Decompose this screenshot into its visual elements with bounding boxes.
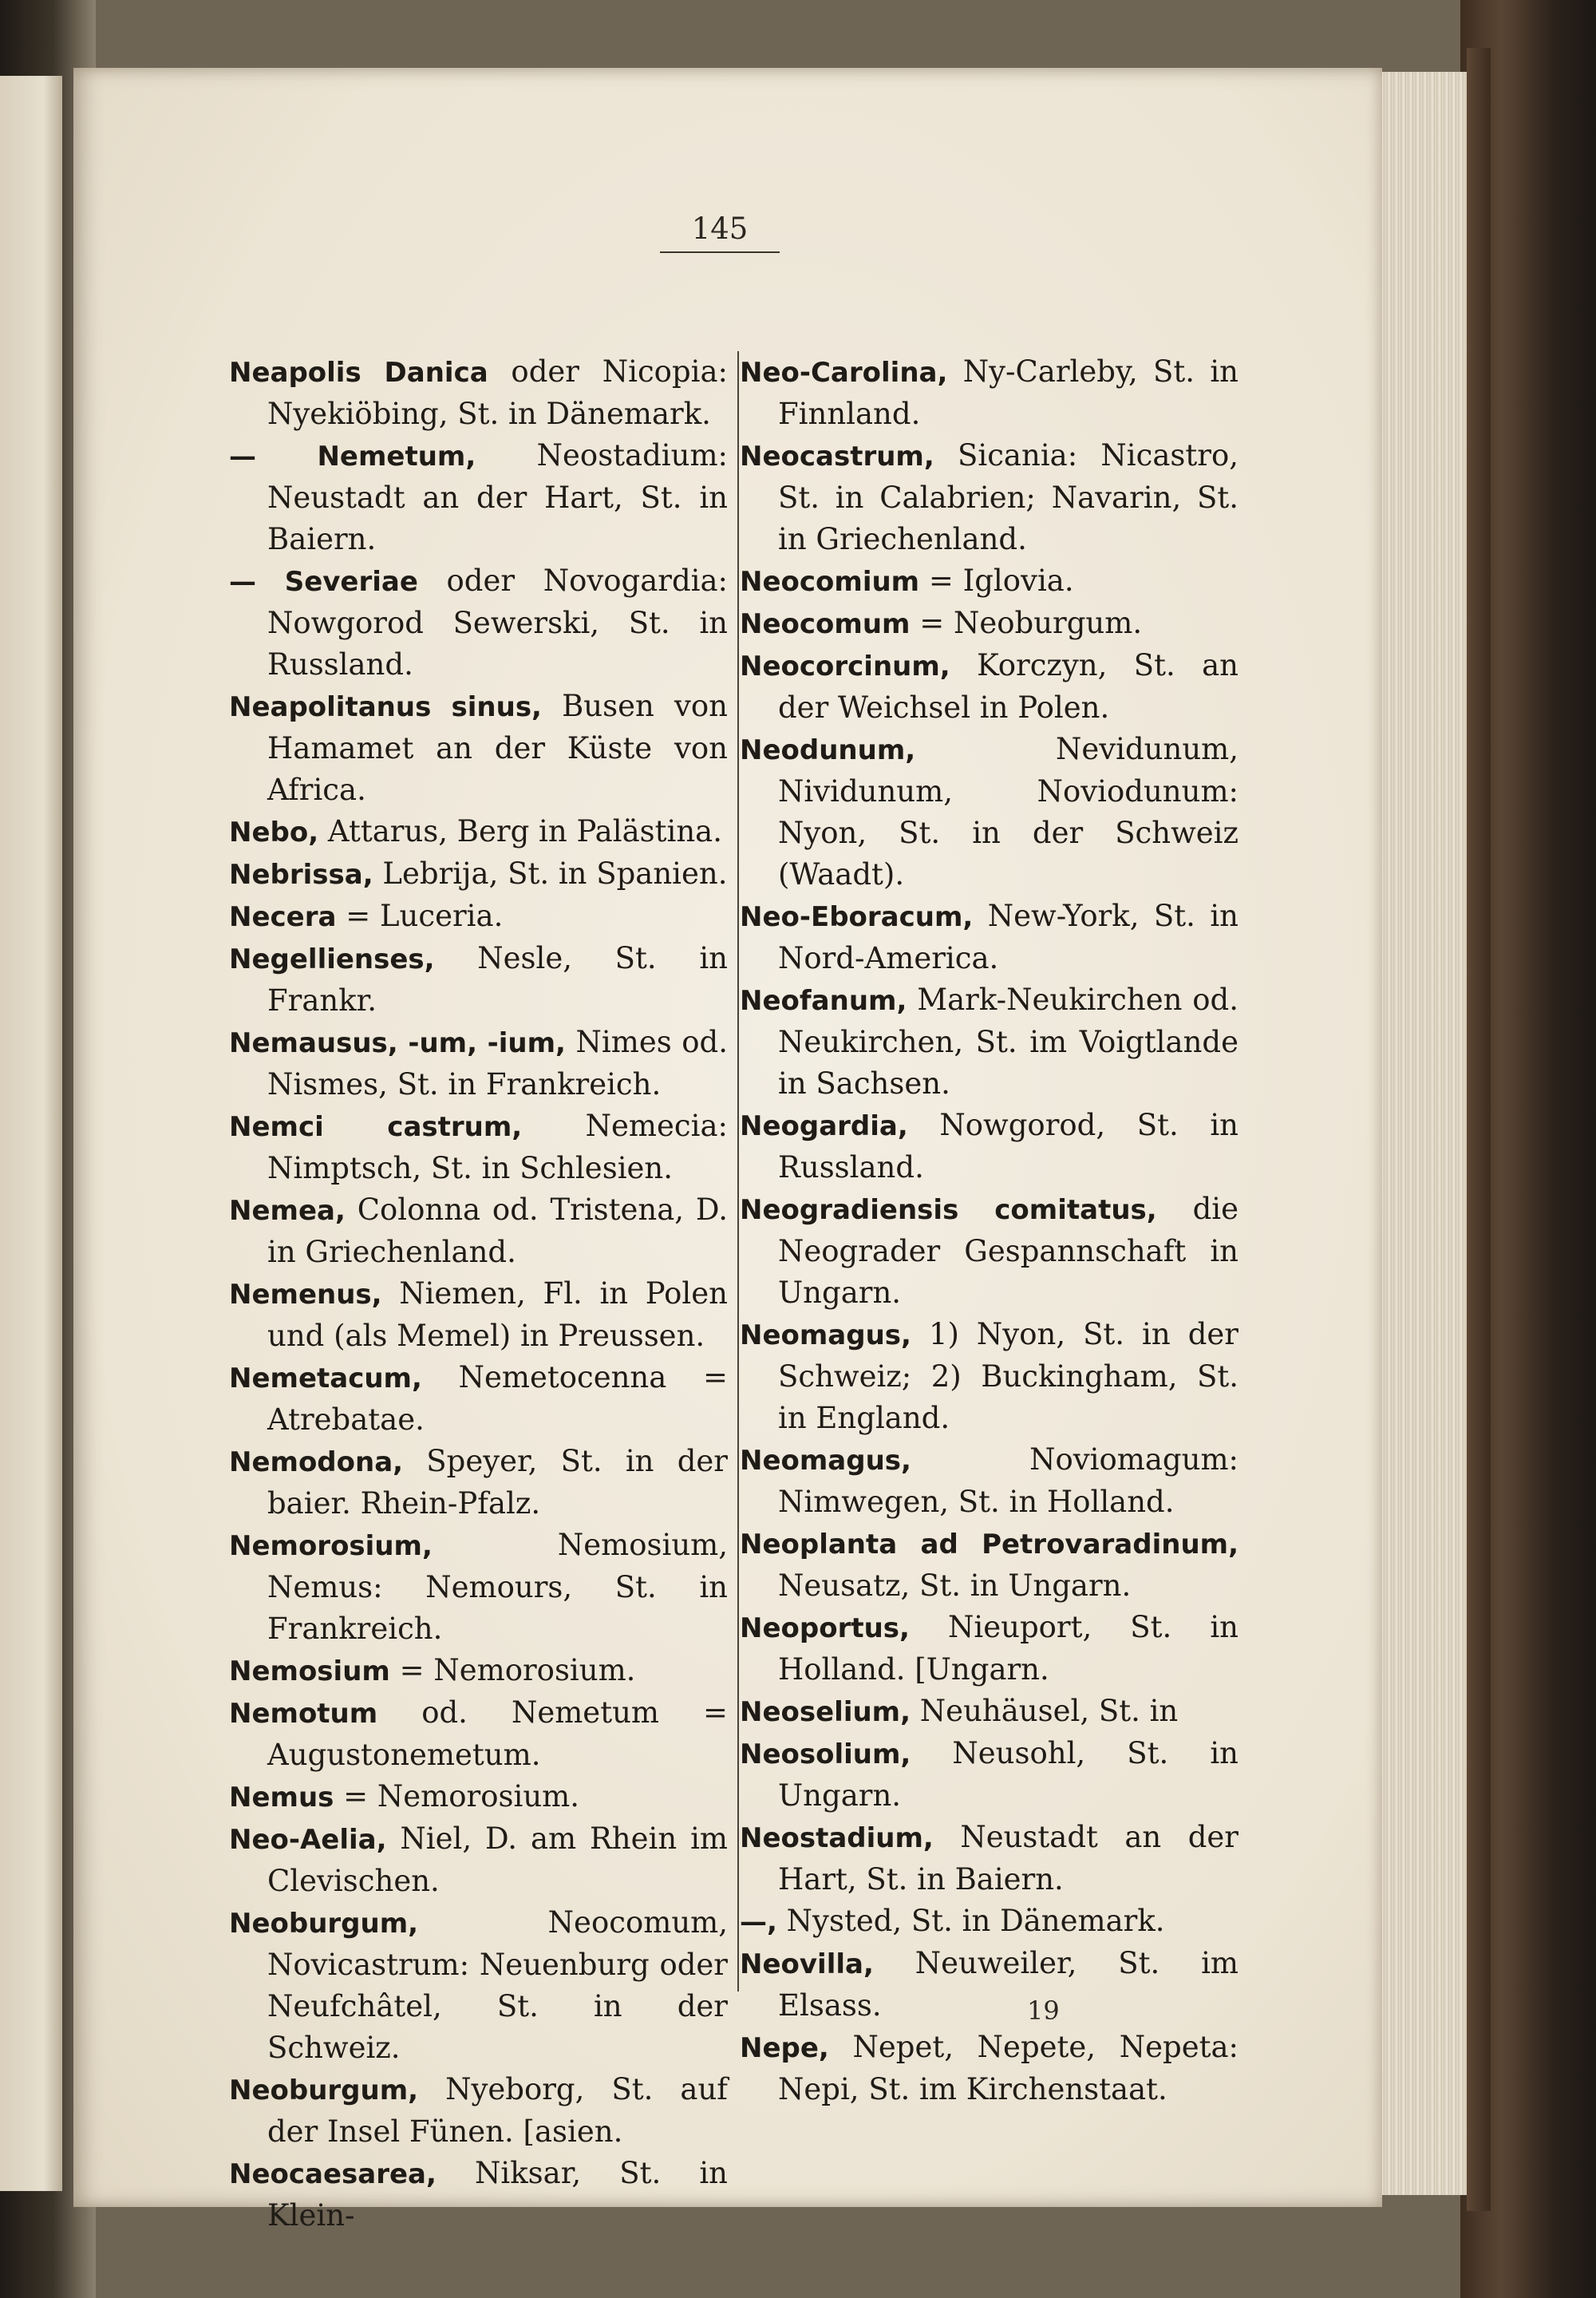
entry-definition: Mark-Neukirchen od. Neukirchen, St. im Voigtlande in Sachsen. xyxy=(778,983,1238,1101)
entry-definition: Nemetocenna = Atrebatae. xyxy=(267,1360,728,1437)
entry-definition: Nemecia: Nimptsch, St. in Schlesien. xyxy=(267,1109,728,1185)
entry-headword: Neostadium, xyxy=(740,1822,934,1854)
entry-definition: die Neograder Gespannschaft in Ungarn. xyxy=(778,1192,1238,1310)
dictionary-entry xyxy=(229,1273,728,1357)
dictionary-entry xyxy=(229,1776,728,1818)
entry-definition: Nevidunum, Nividunum, Noviodunum: Nyon, St. in der Schweiz (Waadt). xyxy=(778,732,1238,892)
book-page xyxy=(73,68,1382,2233)
entry-definition: Niel, D. am Rhein im Clevischen. xyxy=(267,1821,728,1898)
entry-headword: Neocomium xyxy=(740,566,920,598)
entry-definition: Ny-Carleby, St. in Finnland. xyxy=(778,354,1238,431)
dictionary-entry xyxy=(229,1902,728,2069)
dictionary-entry xyxy=(229,2153,728,2237)
entry-headword: Nemodona, xyxy=(229,1446,404,1478)
entry-definition: Sicania: Nicastro, St. in Calabrien; Navarin, St. in Griechenland. xyxy=(778,438,1238,556)
dictionary-entry xyxy=(229,1105,728,1189)
entry-headword: Neogradiensis comitatus, xyxy=(740,1194,1157,1226)
previous-page-edge xyxy=(0,76,62,2191)
entry-headword: Neomagus, xyxy=(740,1445,911,1477)
entry-headword: Nemus xyxy=(229,1782,334,1813)
left-column xyxy=(229,351,728,2237)
entry-headword: Neovilla, xyxy=(740,1948,874,1980)
entry-headword: Neo-Aelia, xyxy=(229,1824,387,1856)
dictionary-entry xyxy=(740,979,1238,1105)
dictionary-entry xyxy=(740,1691,1238,1733)
entry-definition: = Nemorosium. xyxy=(334,1779,580,1813)
entry-headword: Neogardia, xyxy=(740,1110,908,1142)
entry-headword: —, xyxy=(740,1906,777,1938)
dictionary-entry xyxy=(740,896,1238,979)
dictionary-entry xyxy=(229,1357,728,1441)
dictionary-entry xyxy=(740,560,1238,603)
dictionary-entry xyxy=(229,560,728,686)
dictionary-entry xyxy=(229,1022,728,1105)
dictionary-entry xyxy=(229,853,728,896)
entry-headword: Neoportus, xyxy=(740,1612,910,1644)
entry-headword: Nepe, xyxy=(740,2032,829,2064)
entry-definition: Nysted, St. in Dänemark. xyxy=(776,1904,1165,1938)
entry-headword: Neodunum, xyxy=(740,734,916,766)
entry-definition: = Luceria. xyxy=(336,899,504,933)
entry-definition: Neuweiler, St. im Elsass. xyxy=(778,1946,1238,2023)
entry-headword: Neocomum xyxy=(740,608,911,640)
entry-headword: Nebo, xyxy=(229,817,319,848)
dictionary-entry xyxy=(740,1733,1238,1817)
dictionary-entry xyxy=(740,729,1238,896)
entry-definition: = Nemorosium. xyxy=(389,1653,636,1687)
dictionary-entry xyxy=(740,603,1238,645)
entry-definition: Attarus, Berg in Palästina. xyxy=(318,814,722,848)
entry-headword: Neapolis Danica xyxy=(229,357,488,389)
dictionary-entry xyxy=(229,351,728,435)
dictionary-entry xyxy=(740,2027,1238,2110)
entry-definition: Lebrija, St. in Spanien. xyxy=(373,856,728,891)
entry-definition: Niemen, Fl. in Polen und (als Memel) in Preussen. xyxy=(267,1276,728,1353)
dictionary-entry xyxy=(229,686,728,811)
entry-headword: Neocastrum, xyxy=(740,441,934,473)
signature-mark: 19 xyxy=(1027,1995,1060,2026)
entry-definition: Speyer, St. in der baier. Rhein-Pfalz. xyxy=(267,1444,728,1521)
entry-headword: Nemausus, -um, -ium, xyxy=(229,1027,566,1059)
entry-headword: Neoburgum, xyxy=(229,2075,419,2106)
entry-headword: Nemea, xyxy=(229,1195,346,1227)
dictionary-entry xyxy=(229,1441,728,1525)
dictionary-entry xyxy=(229,1650,728,1692)
entry-definition: = Neoburgum. xyxy=(910,606,1143,640)
entry-definition: New-York, St. in Nord-America. xyxy=(778,899,1238,975)
dictionary-entry xyxy=(229,1818,728,1902)
entry-headword: Nebrissa, xyxy=(229,859,373,891)
entry-headword: Nemosium xyxy=(229,1655,390,1687)
dictionary-entry xyxy=(740,1105,1238,1189)
entry-headword: Nemorosium, xyxy=(229,1530,433,1562)
entry-headword: Neomagus, xyxy=(740,1319,911,1351)
entry-headword: — Severiae xyxy=(229,566,418,598)
entry-definition: Nowgorod, St. in Russland. xyxy=(778,1108,1238,1185)
dictionary-entry xyxy=(229,2069,728,2153)
dictionary-entry xyxy=(740,1189,1238,1314)
entry-headword: Neo-Carolina, xyxy=(740,357,948,389)
header-rule xyxy=(660,251,780,253)
dictionary-entry xyxy=(740,351,1238,435)
dictionary-entry xyxy=(229,1525,728,1650)
entry-definition: Nimes od. Nismes, St. in Frankreich. xyxy=(267,1025,728,1102)
dictionary-entry xyxy=(740,1439,1238,1523)
entry-definition: Neocomum, Novicastrum: Neuenburg oder Neufchâtel, St. in der Schweiz. xyxy=(267,1905,728,2065)
entry-definition: Nepet, Nepete, Nepeta: Nepi, St. im Kirchenstaat. xyxy=(778,2030,1238,2106)
entry-definition: Neusatz, St. in Ungarn. xyxy=(778,1568,1132,1603)
entry-definition: Colonna od. Tristena, D. in Griechenland. xyxy=(267,1193,728,1269)
entry-headword: Neapolitanus sinus, xyxy=(229,691,542,723)
dictionary-entry xyxy=(740,1817,1238,1900)
entry-definition: Niksar, St. in Klein- xyxy=(267,2156,728,2233)
dictionary-entry xyxy=(229,896,728,938)
entry-headword: Nemotum xyxy=(229,1698,378,1730)
dictionary-entry xyxy=(229,435,728,560)
entry-definition: oder Nicopia: Nyekiöbing, St. in Dänemark. xyxy=(267,354,728,431)
entry-definition: Neusohl, St. in Ungarn. xyxy=(778,1736,1238,1813)
entry-headword: Neoburgum, xyxy=(229,1908,419,1940)
entry-headword: — Nemetum, xyxy=(229,441,476,473)
entry-headword: Nemenus, xyxy=(229,1279,382,1311)
entry-headword: Nemetacum, xyxy=(229,1363,422,1394)
entry-definition: oder Novogardia: Nowgorod Sewerski, St. in Russland. xyxy=(267,564,729,682)
entry-headword: Neo-Eboracum, xyxy=(740,901,974,933)
entry-headword: Negellienses, xyxy=(229,943,435,975)
entry-headword: Neoselium, xyxy=(740,1696,911,1728)
dictionary-entry xyxy=(740,1943,1238,2027)
entry-headword: Neocaesarea, xyxy=(229,2158,437,2190)
entry-definition: Noviomagum: Nimwegen, St. in Holland. xyxy=(778,1442,1238,1519)
entry-definition: Nyeborg, St. auf der Insel Fünen. [asien. xyxy=(267,2072,728,2149)
dictionary-entry xyxy=(229,1189,728,1273)
dictionary-entry xyxy=(740,1900,1238,1943)
dictionary-entry xyxy=(229,1692,728,1776)
entry-headword: Necera xyxy=(229,901,337,933)
column-divider xyxy=(737,351,739,1991)
entry-headword: Neosolium, xyxy=(740,1738,911,1770)
dictionary-entry xyxy=(740,1607,1238,1691)
dictionary-entry xyxy=(740,1314,1238,1439)
entry-definition: Nieuport, St. in Holland. [Ungarn. xyxy=(778,1610,1238,1687)
entry-headword: Neofanum, xyxy=(740,985,907,1017)
page-number: 145 xyxy=(691,212,749,246)
entry-headword: Neoplanta ad Petrovaradinum, xyxy=(740,1529,1238,1560)
entry-definition: Neostadium: Neustadt an der Hart, St. in Baiern. xyxy=(267,438,729,556)
entry-definition: Korczyn, St. an der Weichsel in Polen. xyxy=(778,648,1238,725)
entry-definition: Neuhäusel, St. in xyxy=(911,1694,1179,1728)
dictionary-entry xyxy=(740,1523,1238,1607)
book-cover-edge xyxy=(1467,48,1491,2211)
entry-definition: Nemosium, Nemus: Nemours, St. in Frankreich. xyxy=(267,1528,728,1646)
entry-definition: = Iglovia. xyxy=(919,564,1074,598)
entry-definition: od. Nemetum = Augustonemetum. xyxy=(267,1695,728,1772)
entry-headword: Nemci castrum, xyxy=(229,1111,523,1143)
entry-headword: Neocorcinum, xyxy=(740,651,950,682)
entry-definition: Nesle, St. in Frankr. xyxy=(267,941,728,1018)
entry-definition: Neustadt an der Hart, St. in Baiern. xyxy=(778,1820,1238,1897)
right-column xyxy=(740,351,1238,2110)
dictionary-entry xyxy=(740,645,1238,729)
entry-definition: 1) Nyon, St. in der Schweiz; 2) Buckingham, St. in England. xyxy=(778,1317,1238,1435)
entry-definition: Busen von Hamamet an der Küste von Africa. xyxy=(267,689,728,807)
dictionary-entry xyxy=(740,435,1238,560)
dictionary-entry xyxy=(229,811,728,853)
dictionary-entry xyxy=(229,938,728,1022)
